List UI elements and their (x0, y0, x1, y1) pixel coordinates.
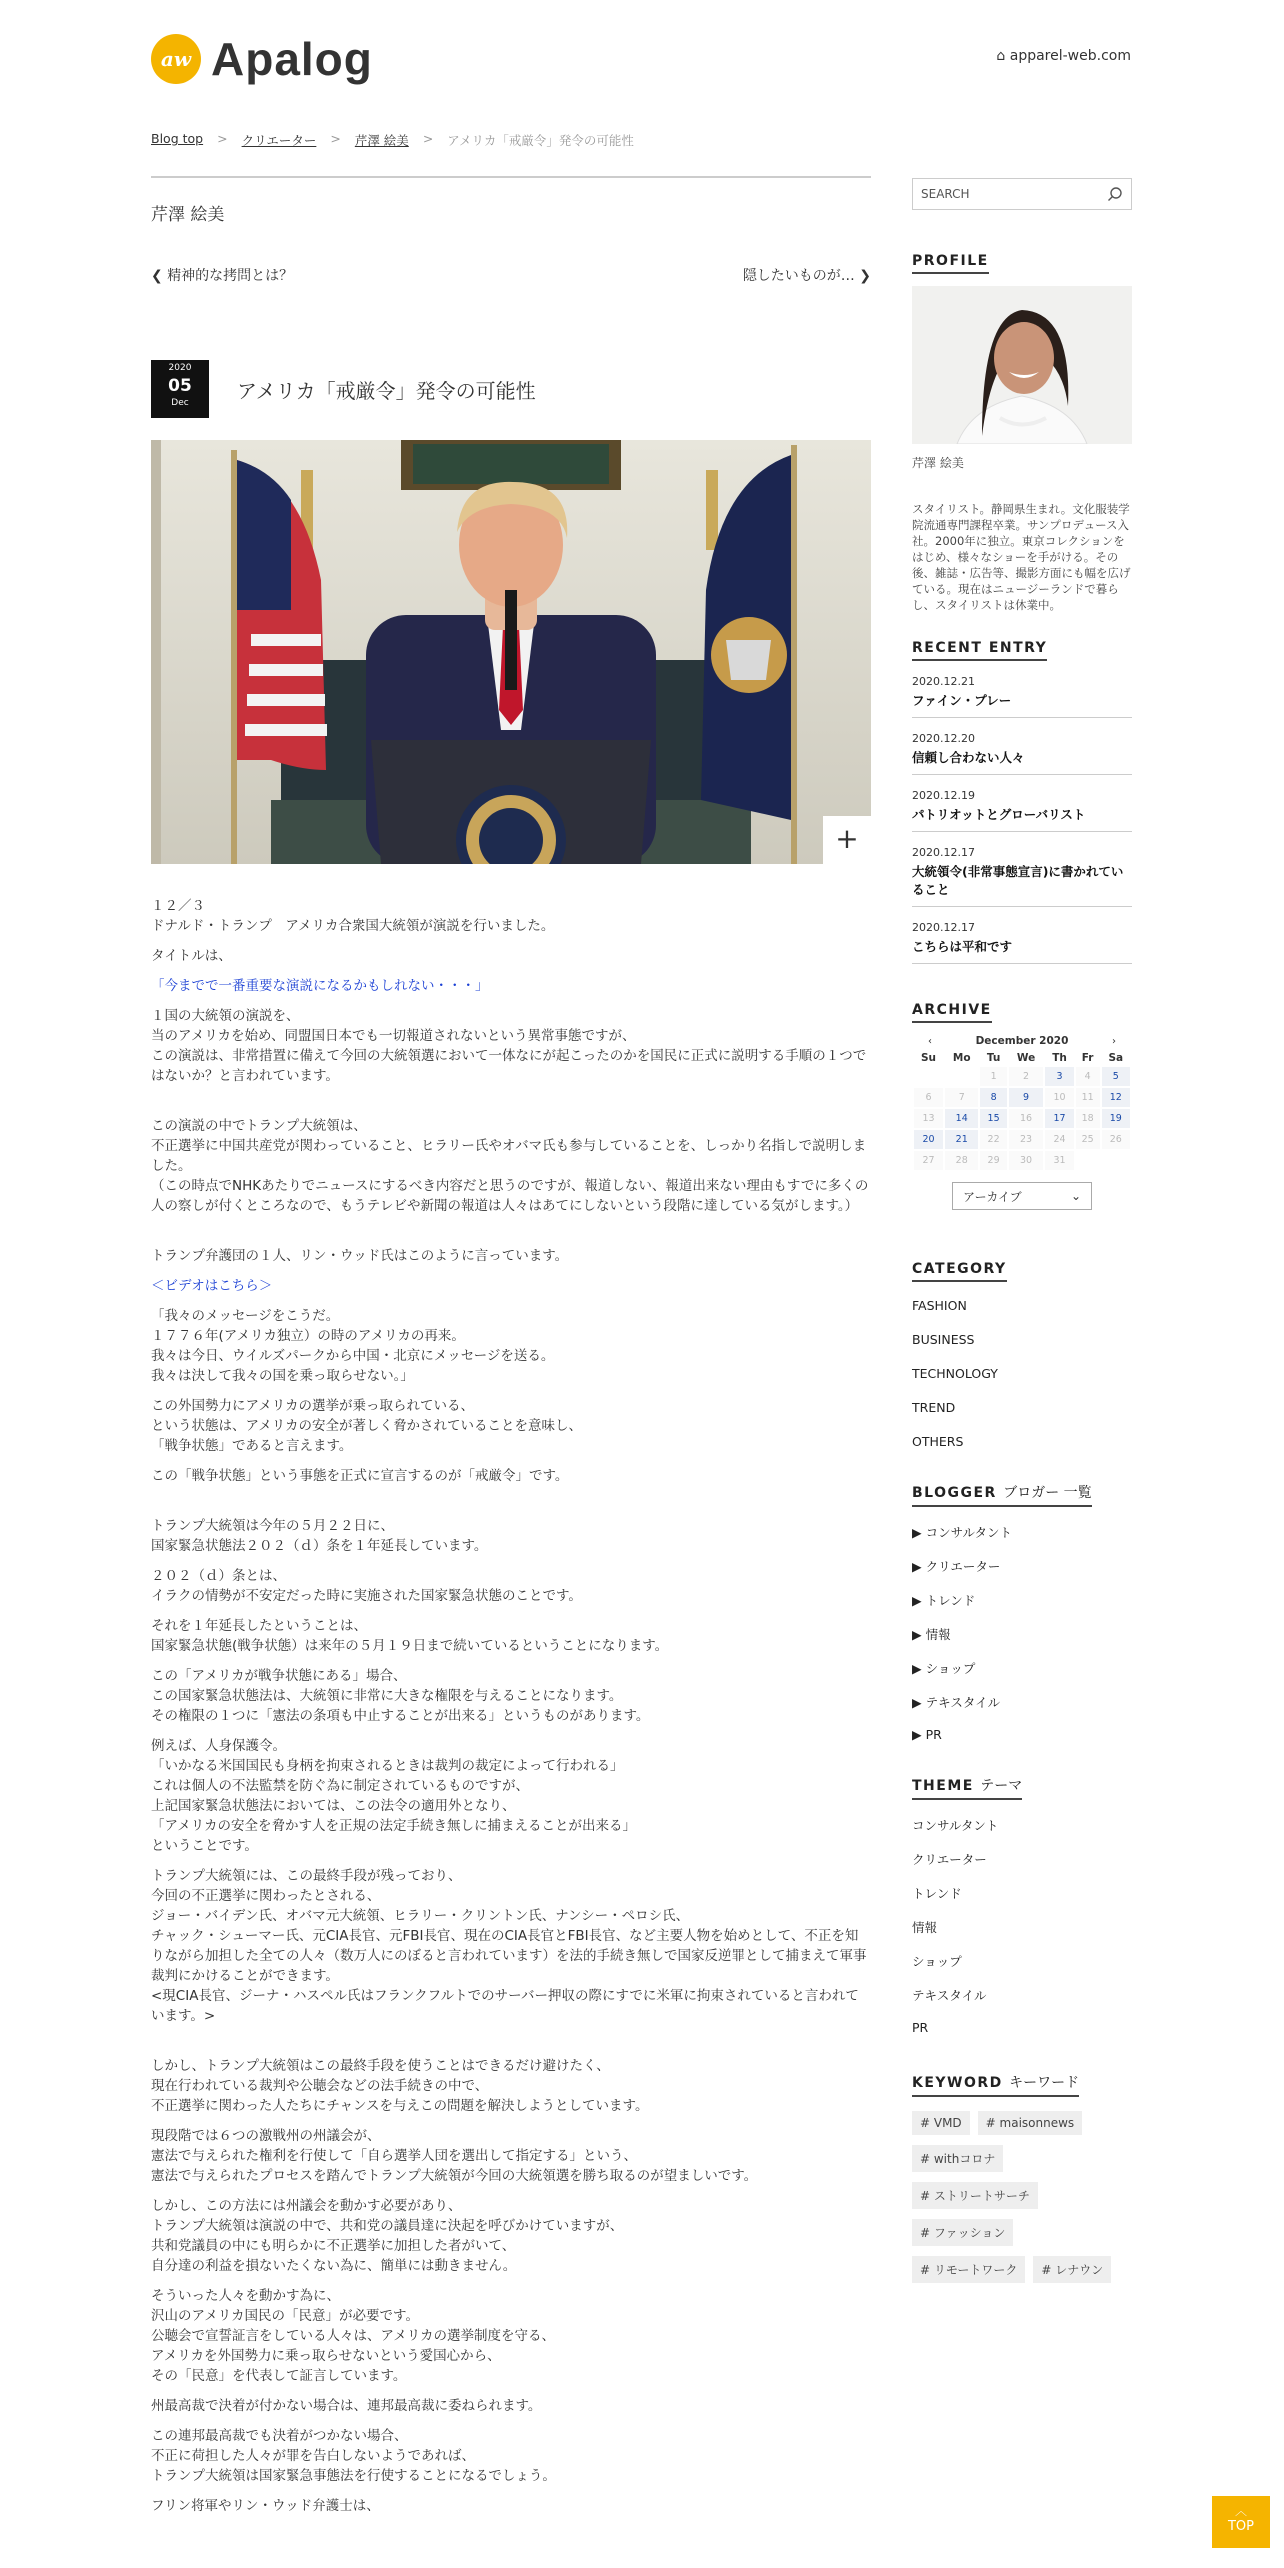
recent-entry-date: 2020.12.17 (912, 846, 975, 859)
post-text: 憲法で与えられた権利を行使して「自ら選挙人団を選出して指定する」という、 (151, 2148, 637, 2164)
post-text: 我々は今日、ウイルズパークから中国・北京にメッセージを送る。 (151, 1348, 555, 1364)
sidebar-link-label: PR (912, 2020, 929, 2035)
calendar-day: 30 (1009, 1151, 1044, 1170)
breadcrumb-current: アメリカ「戒厳令」発令の可能性 (447, 133, 634, 148)
recent-entry-date: 2020.12.17 (912, 921, 975, 934)
blogger-heading-en: BLOGGER (912, 1485, 997, 1501)
post-text: そういった人々を動かす為に、 (151, 2288, 340, 2304)
keyword-heading-jp: キーワード (1009, 2075, 1080, 2091)
post-text: 「アメリカの安全を脅かす人を正規の法定手続き無しに捕まえることが出来る」 (151, 1818, 637, 1834)
sidebar-link[interactable] (912, 1659, 1132, 1693)
post-text: アメリカを外国勢力に乗っ取らせないという愛国心から、 (151, 2348, 501, 2364)
site-logo[interactable] (151, 32, 373, 86)
sidebar-link-label: コンサルタント (912, 1818, 999, 1833)
calendar-day-link[interactable]: 19 (1102, 1109, 1130, 1128)
speech-photo (151, 440, 871, 864)
breadcrumb-sep: > (330, 131, 341, 146)
keyword-heading (912, 2072, 1079, 2097)
post-date-badge (151, 360, 209, 418)
breadcrumb-author[interactable]: 芹澤 絵美 (354, 133, 409, 148)
sidebar-link[interactable] (912, 1816, 1132, 1850)
search-box[interactable] (912, 178, 1132, 210)
post-text: 自分達の利益を損ないたくない為に、簡単には動きません。 (151, 2258, 517, 2274)
archive-select[interactable] (952, 1182, 1092, 1210)
post-text: １国の大統領の演説を、 (151, 1008, 300, 1024)
calendar-day-link[interactable]: 20 (914, 1130, 943, 1149)
calendar-day: 6 (914, 1088, 943, 1107)
breadcrumb-blog-top[interactable]: Blog top (151, 131, 204, 146)
post-paragraph (151, 2396, 871, 2416)
post-text: トランプ弁護団の１人、リン・ウッド氏はこのように言っています。 (151, 1248, 569, 1264)
keyword-tag[interactable]: # リモートワーク (912, 2256, 1025, 2283)
keyword-heading-en: KEYWORD (912, 2075, 1003, 2091)
calendar-day: 26 (1102, 1130, 1130, 1149)
sidebar-link-label: コンサルタント (925, 1525, 1012, 1540)
post-text: トランプ大統領は国家緊急事態法を行使することになるでしょう。 (151, 2468, 556, 2484)
recent-entry-date: 2020.12.19 (912, 789, 975, 802)
sidebar-link[interactable] (912, 1591, 1132, 1625)
calendar-day-link[interactable]: 9 (1009, 1088, 1044, 1107)
logo-mark: aw (151, 34, 201, 84)
chevron-down-icon: ⌄ (1070, 1189, 1081, 1203)
next-post-link[interactable] (743, 265, 871, 285)
archive-select-value: アーカイブ (963, 1189, 1022, 1204)
breadcrumb (151, 131, 634, 149)
post-text: １７７６年(アメリカ独立）の時のアメリカの再来。 (151, 1328, 465, 1344)
calendar-day-link[interactable]: 14 (945, 1109, 978, 1128)
sidebar-link-label: ショップ (925, 1661, 976, 1676)
recent-entry-title[interactable]: 大統領令(非常事態宣言)に書かれていること (912, 863, 1132, 907)
post-paragraph (151, 2496, 871, 2516)
post-text: 不正に荷担した人々が罪を告白しないようであれば、 (151, 2448, 475, 2464)
post-text: トランプ大統領は今年の５月２２日に、 (151, 1518, 394, 1534)
calendar-day: 18 (1076, 1109, 1100, 1128)
theme-heading-en: THEME (912, 1778, 974, 1794)
recent-entry-item[interactable] (912, 921, 1132, 964)
sidebar-link[interactable] (912, 1986, 1132, 2020)
post-date-month: Dec (171, 397, 189, 408)
sidebar-link-label: クリエーター (912, 1852, 987, 1867)
post-paragraph (151, 1276, 871, 1296)
post-paragraph (151, 1396, 871, 1456)
post-date-day: 05 (168, 375, 192, 396)
calendar-day: 22 (980, 1130, 1006, 1149)
post-text: 不正選挙に中国共産党が関わっていること、ヒラリー氏やオバマ氏も参与していることを、しっかり名指しで説明しました。 (151, 1138, 867, 1174)
chevron-left-icon: ❮ (151, 268, 168, 284)
calendar-day-link[interactable]: 12 (1102, 1088, 1130, 1107)
post-text: チャック・シューマー氏、元CIA長官、元FBI長官、現在のCIA長官とFBI長官、など主要人物を始めとして、不正を知りながら加担した全ての人々（数万人にのぼると言われています）を法的手続き無しで国家反逆罪として捕まえて軍事裁判にかけることができます。 (151, 1928, 867, 1984)
post-paragraph (151, 1516, 871, 1556)
sidebar-link-label: PR (925, 1727, 942, 1742)
recent-entry-title[interactable]: パトリオットとグローバリスト (912, 806, 1132, 832)
post-text: という状態は、アメリカの安全が著しく脅かされていることを意味し、 (151, 1418, 583, 1434)
post-text: ２０２（ｄ）条とは、 (151, 1568, 286, 1584)
post-paragraph (151, 1306, 871, 1386)
breadcrumb-creator[interactable]: クリエーター (241, 133, 317, 148)
search-icon[interactable] (1107, 186, 1123, 202)
post-text: この「戦争状態」という事態を正式に宣言するのが「戒厳令」です。 (151, 1468, 569, 1484)
post-text: この「アメリカが戦争状態にある」場合、 (151, 1668, 407, 1684)
post-text: 今回の不正選挙に関わったとされる、 (151, 1888, 381, 1904)
recent-entry-date: 2020.12.21 (912, 675, 975, 688)
author-name: 芹澤 絵美 (151, 205, 225, 225)
sidebar-link[interactable] (912, 1884, 1132, 1918)
post-link[interactable]: 「今までで一番重要な演説になるかもしれない・・・」 (151, 978, 489, 994)
triangle-right-icon: ▶ (912, 1661, 926, 1676)
sidebar (912, 176, 1132, 2283)
post-paragraph (151, 1116, 871, 1216)
calendar-empty (914, 1067, 943, 1086)
recent-entry-date: 2020.12.20 (912, 732, 975, 745)
sidebar-link-label: OTHERS (912, 1434, 964, 1449)
post-link[interactable]: ＜ビデオはこちら＞ (151, 1278, 273, 1294)
main-content (151, 176, 871, 2526)
keyword-tag[interactable]: # ストリートサーチ (912, 2182, 1038, 2209)
site-header (151, 32, 1131, 92)
keyword-tag[interactable]: # withコロナ (912, 2145, 1003, 2172)
post-text: それを１年延長したということは、 (151, 1618, 367, 1634)
post-text: タイトルは、 (151, 948, 232, 964)
calendar-day: 11 (1076, 1088, 1100, 1107)
sidebar-link[interactable] (912, 1523, 1132, 1557)
recent-entry-title[interactable]: ファイン・プレー (912, 692, 1132, 718)
recent-entry-item[interactable] (912, 675, 1132, 718)
post-text: 例えば、人身保護令。 (151, 1738, 286, 1754)
post-paragraph (151, 1666, 871, 1726)
calendar-day: 31 (1045, 1151, 1073, 1170)
sidebar-link-label: トレンド (912, 1886, 962, 1901)
post-text: この演説の中でトランプ大統領は、 (151, 1118, 367, 1134)
post-image (151, 440, 871, 864)
calendar-day: 27 (914, 1151, 943, 1170)
sidebar-link[interactable] (912, 1366, 1132, 1400)
calendar-day-link[interactable]: 21 (945, 1130, 978, 1149)
sidebar-link-label: 情報 (925, 1627, 951, 1642)
sidebar-link[interactable] (912, 1332, 1132, 1366)
chevron-right-icon: ❯ (854, 268, 871, 284)
post-paragraph (151, 2286, 871, 2386)
calendar-empty (1102, 1151, 1130, 1170)
keyword-tag[interactable]: # maisonnews (978, 2111, 1083, 2135)
post-text: 現在行われている裁判や公聴会などの法手続きの中で、 (151, 2078, 489, 2094)
calendar-month-label: December 2020 (975, 1035, 1069, 1047)
sidebar-link[interactable] (912, 1918, 1132, 1952)
sidebar-link[interactable] (912, 2020, 1132, 2054)
blogger-heading (912, 1482, 1092, 1507)
post-text: この連邦最高裁でも決着がつかない場合、 (151, 2428, 408, 2444)
post-text: その権限の１つに「憲法の条項も中止することが出来る」というものがあります。 (151, 1708, 650, 1724)
blogger-list (912, 1523, 1132, 1761)
post-text: この国家緊急状態法は、大統領に非常に大きな権限を与えることになります。 (151, 1688, 623, 1704)
post-text: １２／３ (151, 898, 205, 914)
calendar-day: 13 (914, 1109, 943, 1128)
post-paragraph (151, 1566, 871, 1606)
calendar-day-header: Sa (1108, 1052, 1124, 1064)
sidebar-link[interactable] (912, 1434, 1132, 1468)
sidebar-link[interactable] (912, 1625, 1132, 1659)
calendar-day: 29 (980, 1151, 1006, 1170)
calendar-empty (1076, 1151, 1100, 1170)
post-text: しかし、この方法には州議会を動かす必要があり、 (151, 2198, 462, 2214)
recent-entry-heading: RECENT ENTRY (912, 640, 1047, 661)
post-paragraph (151, 896, 871, 936)
post-text: 不正選挙に関わった人たちにチャンスを与えこの問題を解決しようとしています。 (151, 2098, 649, 2114)
post-paragraph (151, 2056, 871, 2116)
calendar-day: 4 (1076, 1067, 1100, 1086)
triangle-right-icon: ▶ (912, 1695, 926, 1710)
prev-post-title: 精神的な拷問とは？ (167, 268, 294, 284)
post-navigation (151, 265, 871, 285)
calendar-day: 7 (945, 1088, 978, 1107)
archive-calendar (912, 1029, 1132, 1172)
keyword-tag[interactable]: # レナウン (1033, 2256, 1111, 2283)
category-heading: CATEGORY (912, 1261, 1007, 1282)
theme-heading (912, 1775, 1022, 1800)
calendar-day-header: Tu (986, 1052, 1001, 1064)
back-to-top-label: TOP (1227, 2519, 1254, 2534)
sidebar-link[interactable] (912, 1400, 1132, 1434)
profile-name: 芹澤 絵美 (912, 456, 964, 470)
profile-portrait (912, 286, 1132, 444)
post-text: 「いかなる米国国民も身柄を拘束されるときは裁判の裁定によって行われる」 (151, 1758, 624, 1774)
sidebar-link[interactable] (912, 1693, 1132, 1727)
sidebar-link[interactable] (912, 1952, 1132, 1986)
post-text: 「戦争状態」であると言えます。 (151, 1438, 353, 1454)
post-text: 国家緊急状態(戦争状態）は来年の５月１９日まで続いているということになります。 (151, 1638, 669, 1654)
sidebar-link-label: テキスタイル (925, 1695, 1001, 1710)
site-link-text: apparel-web.com (1009, 48, 1131, 64)
divider (151, 176, 871, 178)
search-input[interactable]: SEARCH (921, 187, 970, 201)
prev-post-link[interactable] (151, 265, 293, 285)
sidebar-link-label: ショップ (912, 1954, 962, 1969)
recent-entry-item[interactable] (912, 732, 1132, 775)
post-text: 公聴会で宣誓証言をしている人々は、アメリカの選挙制度を守る、 (151, 2328, 556, 2344)
calendar-day: 28 (945, 1151, 978, 1170)
post-text: ということです。 (151, 1838, 258, 1854)
post-paragraph (151, 1246, 871, 1266)
theme-heading-jp: テーマ (980, 1778, 1023, 1794)
post-text: この演説は、非常措置に備えて今回の大統領選において一体なにが起こったのかを国民に正式に説明する手順の１つではないか？と言われています。 (151, 1048, 867, 1084)
triangle-right-icon: ▶ (912, 1727, 926, 1742)
post-paragraph (151, 1466, 871, 1486)
post-text: しかし、トランプ大統領はこの最終手段を使うことはできるだけ避けたく、 (151, 2058, 610, 2074)
expand-image-button[interactable]: + (823, 816, 871, 864)
post-paragraph (151, 1866, 871, 2026)
calendar-empty (945, 1067, 978, 1086)
post-text: 共和党議員の中にも明らかに不正選挙に加担した者がいて、 (151, 2238, 516, 2254)
post-text: <現CIA長官、ジーナ・ハスペル氏はフランクフルトでのサーバー押収の際にすでに米軍に拘束されていると言われています。> (151, 1988, 859, 2024)
profile-photo (912, 286, 1132, 444)
post-text: 国家緊急状態法２０２（ｄ）条を１年延長しています。 (151, 1538, 488, 1554)
calendar-day-link[interactable]: 17 (1045, 1109, 1073, 1128)
post-paragraph (151, 2196, 871, 2276)
post-paragraph (151, 946, 871, 966)
calendar-day: 25 (1076, 1130, 1100, 1149)
post-text: その「民意」を代表して証言しています。 (151, 2368, 407, 2384)
triangle-right-icon: ▶ (912, 1525, 926, 1540)
post-text: 上記国家緊急状態法においては、この法令の適用外となり、 (151, 1798, 516, 1814)
post-text: フリン将軍やリン・ウッド弁護士は、 (151, 2498, 380, 2514)
sidebar-link-label: TREND (912, 1400, 956, 1415)
sidebar-link[interactable] (912, 1850, 1132, 1884)
calendar-day-link[interactable]: 15 (980, 1109, 1006, 1128)
calendar-day-header: Th (1052, 1052, 1067, 1064)
post-text: 沢山のアメリカ国民の「民意」が必要です。 (151, 2308, 419, 2324)
post-text: イラクの情勢が不安定だった時に実施された国家緊急状態のことです。 (151, 1588, 582, 1604)
profile-heading: PROFILE (912, 253, 989, 274)
sidebar-link-label: BUSINESS (912, 1332, 975, 1347)
keyword-tags (912, 2111, 1132, 2283)
theme-list (912, 1816, 1132, 2054)
calendar-day: 24 (1045, 1130, 1073, 1149)
post-paragraph (151, 1006, 871, 1086)
sidebar-link-label: クリエーター (925, 1559, 1001, 1574)
keyword-tag[interactable]: # ファッション (912, 2219, 1013, 2246)
archive-heading: ARCHIVE (912, 1002, 992, 1023)
category-list (912, 1298, 1132, 1468)
triangle-right-icon: ▶ (912, 1559, 926, 1574)
blogger-heading-jp: ブロガー 一覧 (1003, 1485, 1092, 1501)
post-text: 憲法で与えられたプロセスを踏んでトランプ大統領が今回の大統領選を勝ち取るのが望ましいです。 (151, 2168, 758, 2184)
calendar-day-header: We (1016, 1052, 1036, 1064)
post-text: （この時点でNHKあたりでニュースにするべき内容だと思うのですが、報道しない、報道出来ない理由もすでに多くの人の察しが付くところなので、もうテレビや新聞の報道は人々はあてにしないという段階に達している気がします。） (151, 1178, 869, 1214)
sidebar-link-label: FASHION (912, 1298, 967, 1313)
home-icon: ⌂ (996, 48, 1006, 64)
logo-text: Apalog (211, 33, 373, 85)
post-paragraph (151, 976, 871, 996)
post-date-year: 2020 (168, 363, 192, 373)
sidebar-link[interactable] (912, 1727, 1132, 1761)
calendar-day-header: Su (920, 1052, 937, 1064)
calendar-next-button[interactable]: › (1111, 1035, 1116, 1047)
recent-entry-item[interactable] (912, 789, 1132, 832)
calendar-day: 23 (1009, 1130, 1044, 1149)
post-header (151, 360, 871, 418)
calendar-grid (912, 1049, 1132, 1172)
post-text: 当のアメリカを始め、同盟国日本でも一切報道されないという異常事態ですが、 (151, 1028, 636, 1044)
post-title: アメリカ「戒厳令」発令の可能性 (237, 378, 536, 403)
calendar-day: 10 (1045, 1088, 1073, 1107)
profile-bio: スタイリスト。静岡県生まれ。文化服装学院流通専門課程卒業。サンプロデュース入社。2000年に独立。東京コレクションをはじめ、様々なショーを手がける。その後、雑誌・広告等、撮影方面にも幅を広げている。現在はニュージーランドで暮らし、スタイリストは休業中。 (912, 502, 1131, 612)
calendar-day-header: Mo (952, 1052, 971, 1064)
post-text: 現段階では６つの激戦州の州議会が、 (151, 2128, 381, 2144)
post-paragraph (151, 2426, 871, 2486)
sidebar-link-label: TECHNOLOGY (912, 1366, 998, 1381)
calendar-day: 2 (1009, 1067, 1044, 1086)
post-text: トランプ大統領には、この最終手段が残っており、 (151, 1868, 462, 1884)
sidebar-link-label: テキスタイル (912, 1988, 987, 2003)
apparel-web-link[interactable] (996, 48, 1131, 64)
sidebar-link-label: 情報 (912, 1920, 938, 1935)
recent-entry-list (912, 675, 1132, 964)
sidebar-link[interactable] (912, 1557, 1132, 1591)
post-text: トランプ大統領は演説の中で、共和党の議員達に決起を呼びかけていますが、 (151, 2218, 624, 2234)
calendar-day-link[interactable]: 5 (1102, 1067, 1130, 1086)
post-paragraph (151, 2126, 871, 2186)
calendar-day-link[interactable]: 3 (1045, 1067, 1073, 1086)
calendar-day-header: Fr (1081, 1052, 1094, 1064)
recent-entry-title[interactable]: こちらは平和です (912, 938, 1132, 964)
calendar-day: 1 (980, 1067, 1006, 1086)
keyword-tag[interactable]: # VMD (912, 2111, 970, 2135)
post-text: この外国勢力にアメリカの選挙が乗っ取られている、 (151, 1398, 475, 1414)
recent-entry-item[interactable] (912, 846, 1132, 907)
post-paragraph (151, 1616, 871, 1656)
calendar-prev-button[interactable]: ‹ (928, 1035, 932, 1047)
post-text: ジョー・バイデン氏、オバマ元大統領、ヒラリー・クリントン氏、ナンシー・ペロシ氏、 (151, 1908, 690, 1924)
recent-entry-title[interactable]: 信頼し合わない人々 (912, 749, 1132, 775)
triangle-right-icon: ▶ (912, 1627, 926, 1642)
sidebar-link-label: トレンド (925, 1593, 976, 1608)
post-text: 州最高裁で決着が付かない場合は、連邦最高裁に委ねられます。 (151, 2398, 542, 2414)
post-text: ドナルド・トランプ アメリカ合衆国大統領が演説を行いました。 (151, 918, 555, 934)
post-text: 「我々のメッセージをこうだ。 (151, 1308, 340, 1324)
breadcrumb-sep: > (422, 131, 434, 146)
back-to-top-button[interactable] (1212, 2496, 1270, 2548)
post-text: これは個人の不法監禁を防ぐ為に制定されているものですが、 (151, 1778, 529, 1794)
breadcrumb-sep: > (217, 131, 228, 146)
post-text: 我々は決して我々の国を乗っ取らせない。」 (151, 1368, 414, 1384)
chevron-up-icon: ︿ (1234, 2504, 1247, 2518)
next-post-title: 隠したいものが… (742, 268, 855, 284)
post-paragraph (151, 1736, 871, 1856)
triangle-right-icon: ▶ (912, 1593, 926, 1608)
sidebar-link[interactable] (912, 1298, 1132, 1332)
calendar-day: 16 (1009, 1109, 1044, 1128)
post-body (151, 896, 871, 2516)
calendar-day-link[interactable]: 8 (980, 1088, 1006, 1107)
